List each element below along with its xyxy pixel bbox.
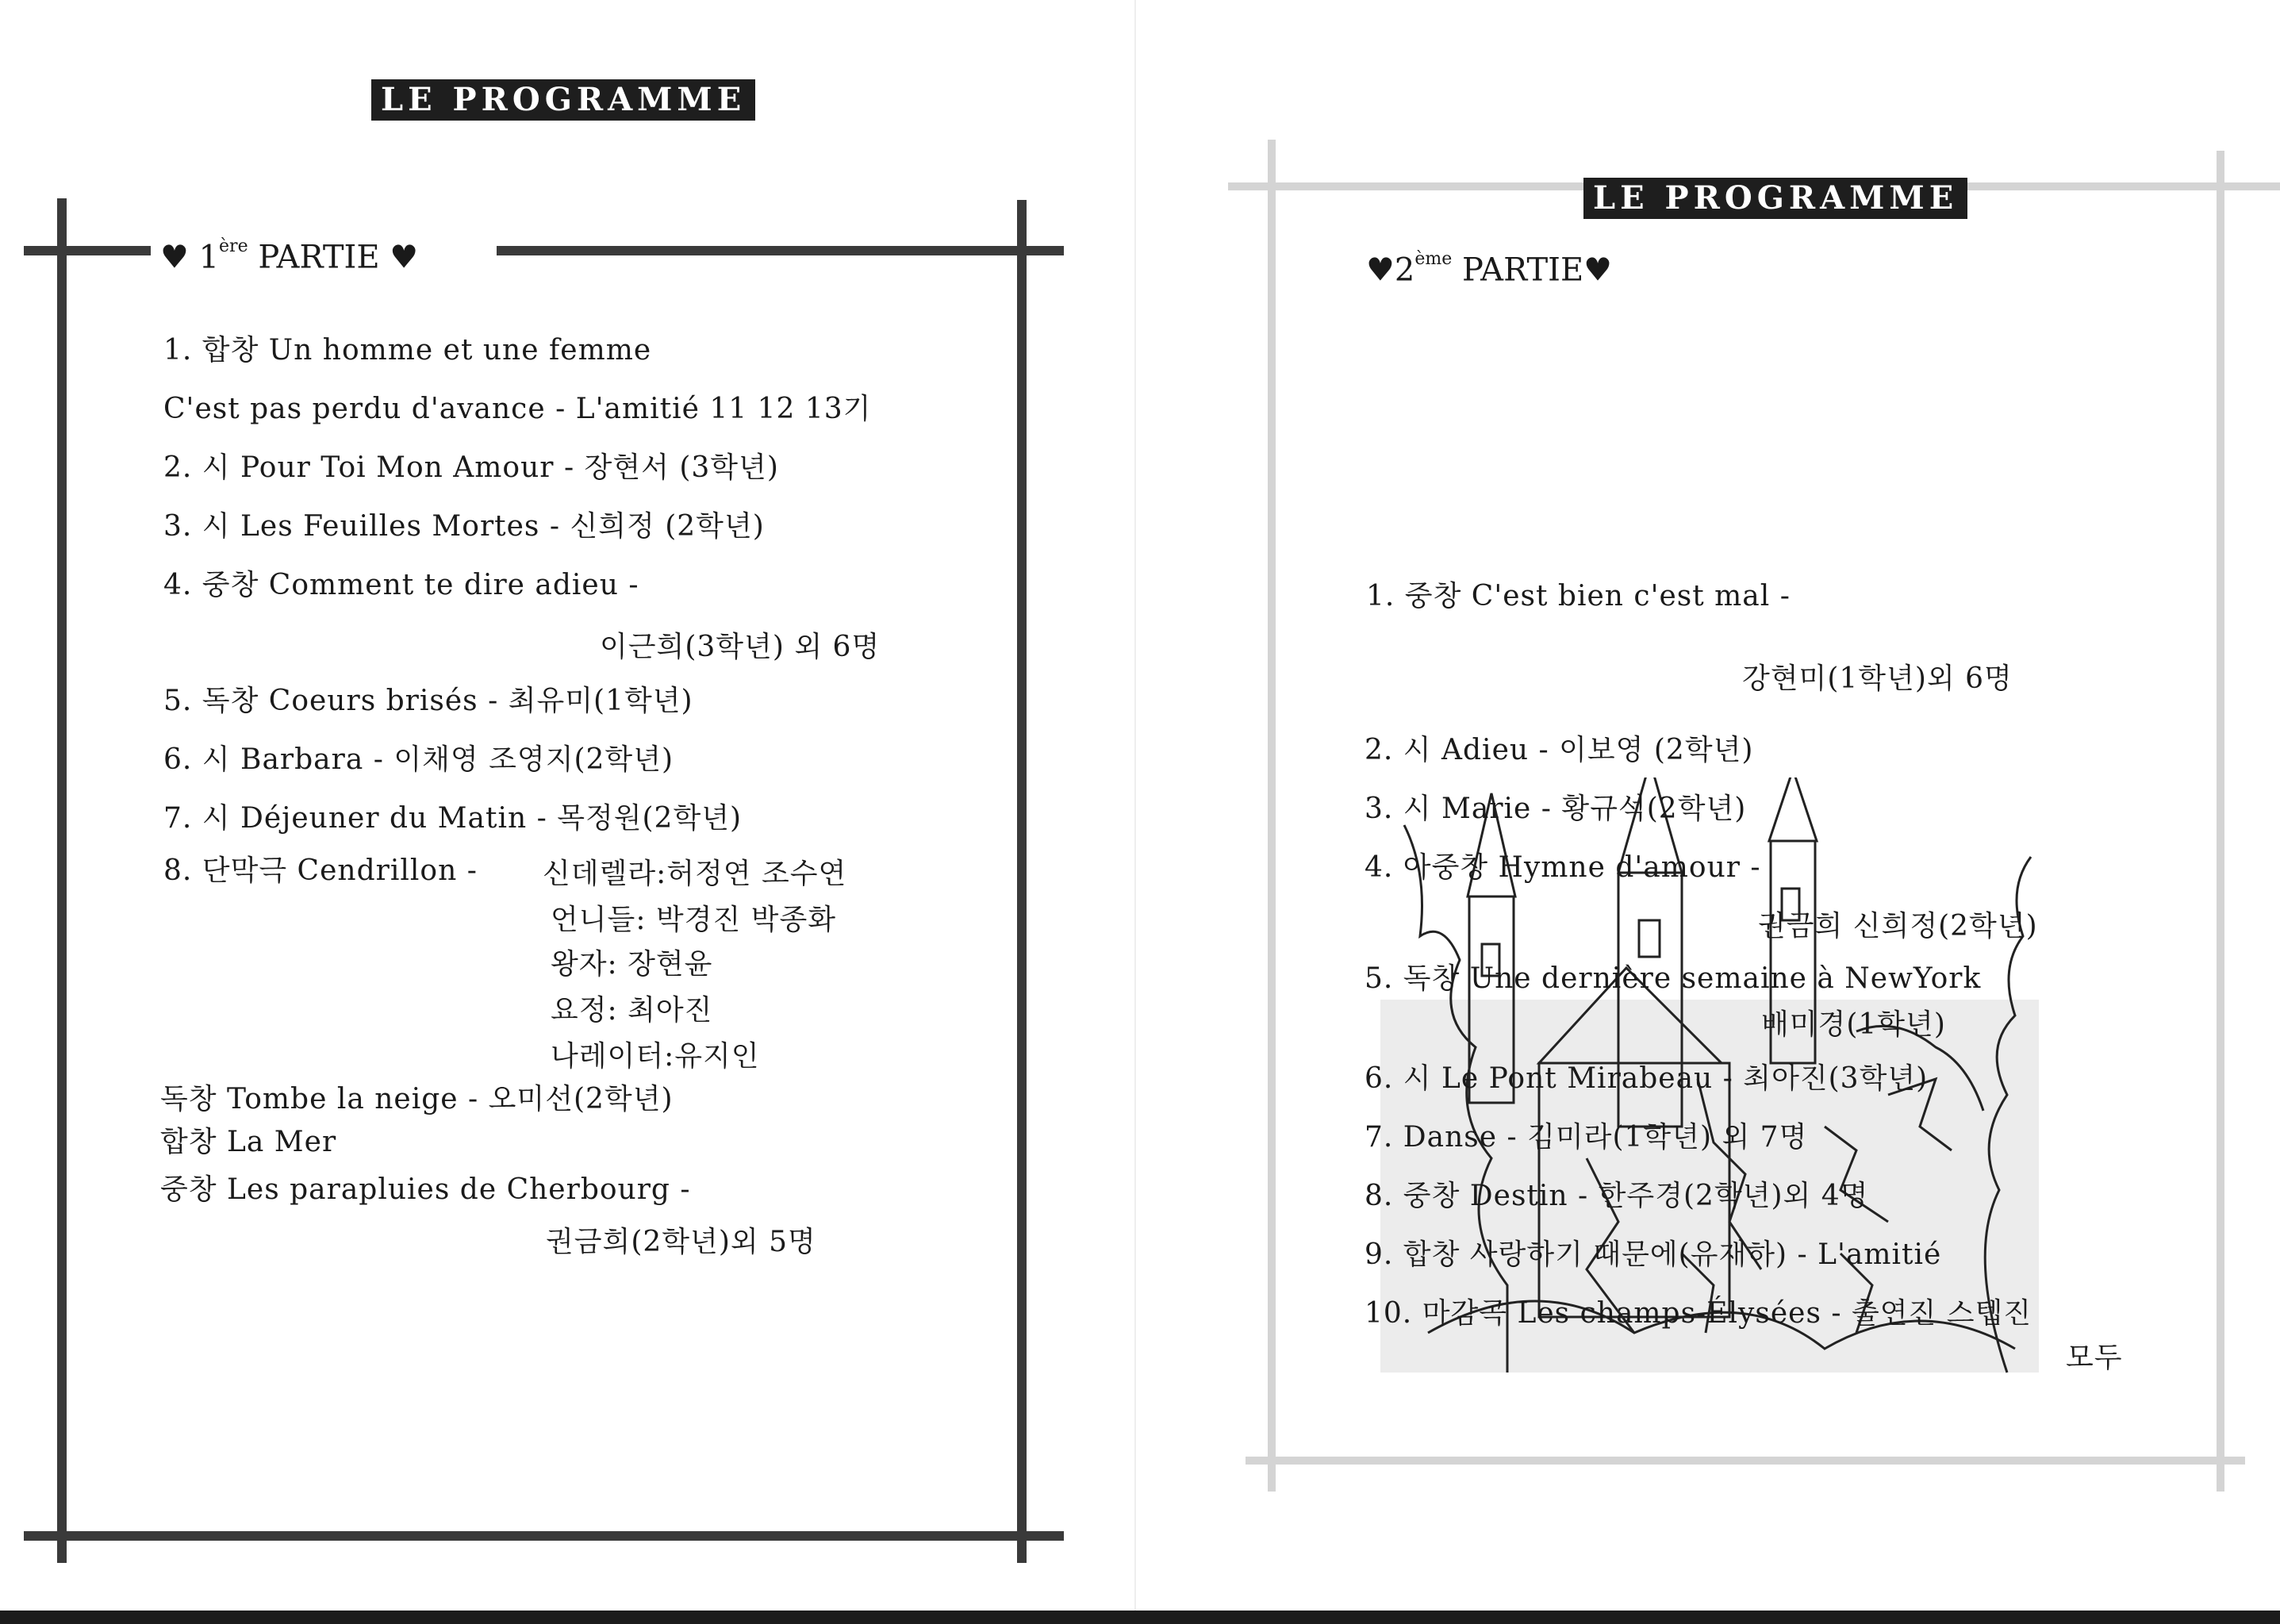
program-item-4-performers: 권금희 신희정(2학년) bbox=[1758, 910, 2038, 943]
program-item-chorus: 합창 La Mer bbox=[160, 1126, 337, 1158]
program-item-solo: 독창 Tombe la neige - 오미선(2학년) bbox=[160, 1083, 674, 1115]
program-item-ensemble: 중창 Les parapluies de Cherbourg - bbox=[160, 1173, 691, 1206]
program-item-ensemble-performers: 권금희(2학년)외 5명 bbox=[546, 1226, 816, 1258]
frame-bottom-bar bbox=[1246, 1457, 2245, 1465]
program-item-10: 10. 마감곡 Les champs-Élysées - 출연진 스텝진 bbox=[1365, 1297, 2032, 1330]
heart-icon: ♥ bbox=[1583, 251, 1613, 289]
part-word: PARTIE bbox=[258, 239, 380, 276]
program-item-3: 3. 시 Les Feuilles Mortes - 신희정 (2학년) bbox=[163, 510, 765, 543]
program-item-2: 2. 시 Adieu - 이보영 (2학년) bbox=[1365, 734, 1754, 766]
program-item-9: 9. 합창 사랑하기 때문에(유재하) - L'amitié bbox=[1365, 1238, 1942, 1271]
program-item-1: 1. 합창 Un homme et une femme bbox=[163, 334, 652, 367]
frame-right-bar bbox=[2217, 151, 2224, 1492]
frame-top-bar-right-segment bbox=[497, 246, 1064, 255]
program-item-6: 6. 시 Barbara - 이채영 조영지(2학년) bbox=[163, 743, 674, 776]
part-heading bbox=[1361, 244, 1617, 290]
part-number: 1 bbox=[198, 239, 220, 276]
page-title: LE PROGRAMME bbox=[371, 79, 755, 121]
part-ordinal-suffix: ème bbox=[1414, 249, 1453, 269]
part-word: PARTIE bbox=[1461, 251, 1584, 289]
program-page-part-1 bbox=[0, 0, 1134, 1624]
part-number: 2 bbox=[1394, 251, 1415, 289]
frame-right-bar bbox=[1017, 200, 1027, 1563]
cast-line: 신데렐라:허정연 조수연 bbox=[543, 858, 847, 890]
program-item-5-performers: 배미경(1학년) bbox=[1761, 1008, 1946, 1041]
frame-left-bar bbox=[1268, 140, 1276, 1492]
cast-line: 언니들: 박경진 박종화 bbox=[551, 904, 836, 936]
frame-top-bar-left-segment bbox=[24, 246, 151, 255]
program-item-2: 2. 시 Pour Toi Mon Amour - 장현서 (3학년) bbox=[163, 451, 779, 484]
program-item-8: 8. 중창 Destin - 한주경(2학년)외 4명 bbox=[1365, 1180, 1869, 1212]
program-item-5: 5. 독창 Coeurs brisés - 최유미(1학년) bbox=[163, 685, 693, 717]
scan-bottom-edge bbox=[0, 1611, 2280, 1624]
program-item-3: 3. 시 Marie - 황규석(2학년) bbox=[1365, 793, 1747, 825]
program-item-6: 6. 시 Le Pont Mirabeau - 최아진(3학년) bbox=[1365, 1062, 1929, 1095]
program-item-4-performers: 이근희(3학년) 외 6명 bbox=[600, 631, 881, 663]
cast-line: 왕자: 장현윤 bbox=[551, 948, 713, 981]
heart-icon: ♥ bbox=[1366, 251, 1395, 289]
program-item-7: 7. 시 Déjeuner du Matin - 목정원(2학년) bbox=[163, 802, 743, 835]
program-item-1-performers: 강현미(1학년)외 6명 bbox=[1742, 662, 2013, 695]
program-item-1-continued: C'est pas perdu d'avance - L'amitié 11 12 13기 bbox=[163, 393, 872, 425]
part-ordinal-suffix: ère bbox=[219, 236, 248, 256]
program-item-4: 4. 중창 Comment te dire adieu - bbox=[163, 569, 639, 601]
page-title: LE PROGRAMME bbox=[1583, 178, 1967, 219]
program-item-8: 8. 단막극 Cendrillon - bbox=[163, 854, 478, 887]
program-item-10-continued: 모두 bbox=[2066, 1342, 2123, 1374]
frame-bottom-bar bbox=[24, 1531, 1064, 1541]
program-item-7: 7. Danse - 김미라(1학년) 외 7명 bbox=[1365, 1121, 1808, 1154]
program-item-1: 1. 중창 C'est bien c'est mal - bbox=[1366, 580, 1791, 612]
heart-icon: ♥ bbox=[160, 239, 189, 276]
frame-left-bar bbox=[57, 198, 67, 1563]
program-item-4: 4. 아중창 Hymne d'amour - bbox=[1365, 851, 1761, 884]
part-heading bbox=[155, 232, 423, 277]
program-item-5: 5. 독창 Une dernière semaine à NewYork bbox=[1365, 962, 1982, 995]
cast-line: 나레이터:유지인 bbox=[551, 1040, 760, 1073]
cast-line: 요정: 최아진 bbox=[551, 994, 713, 1027]
heart-icon: ♥ bbox=[390, 239, 419, 276]
